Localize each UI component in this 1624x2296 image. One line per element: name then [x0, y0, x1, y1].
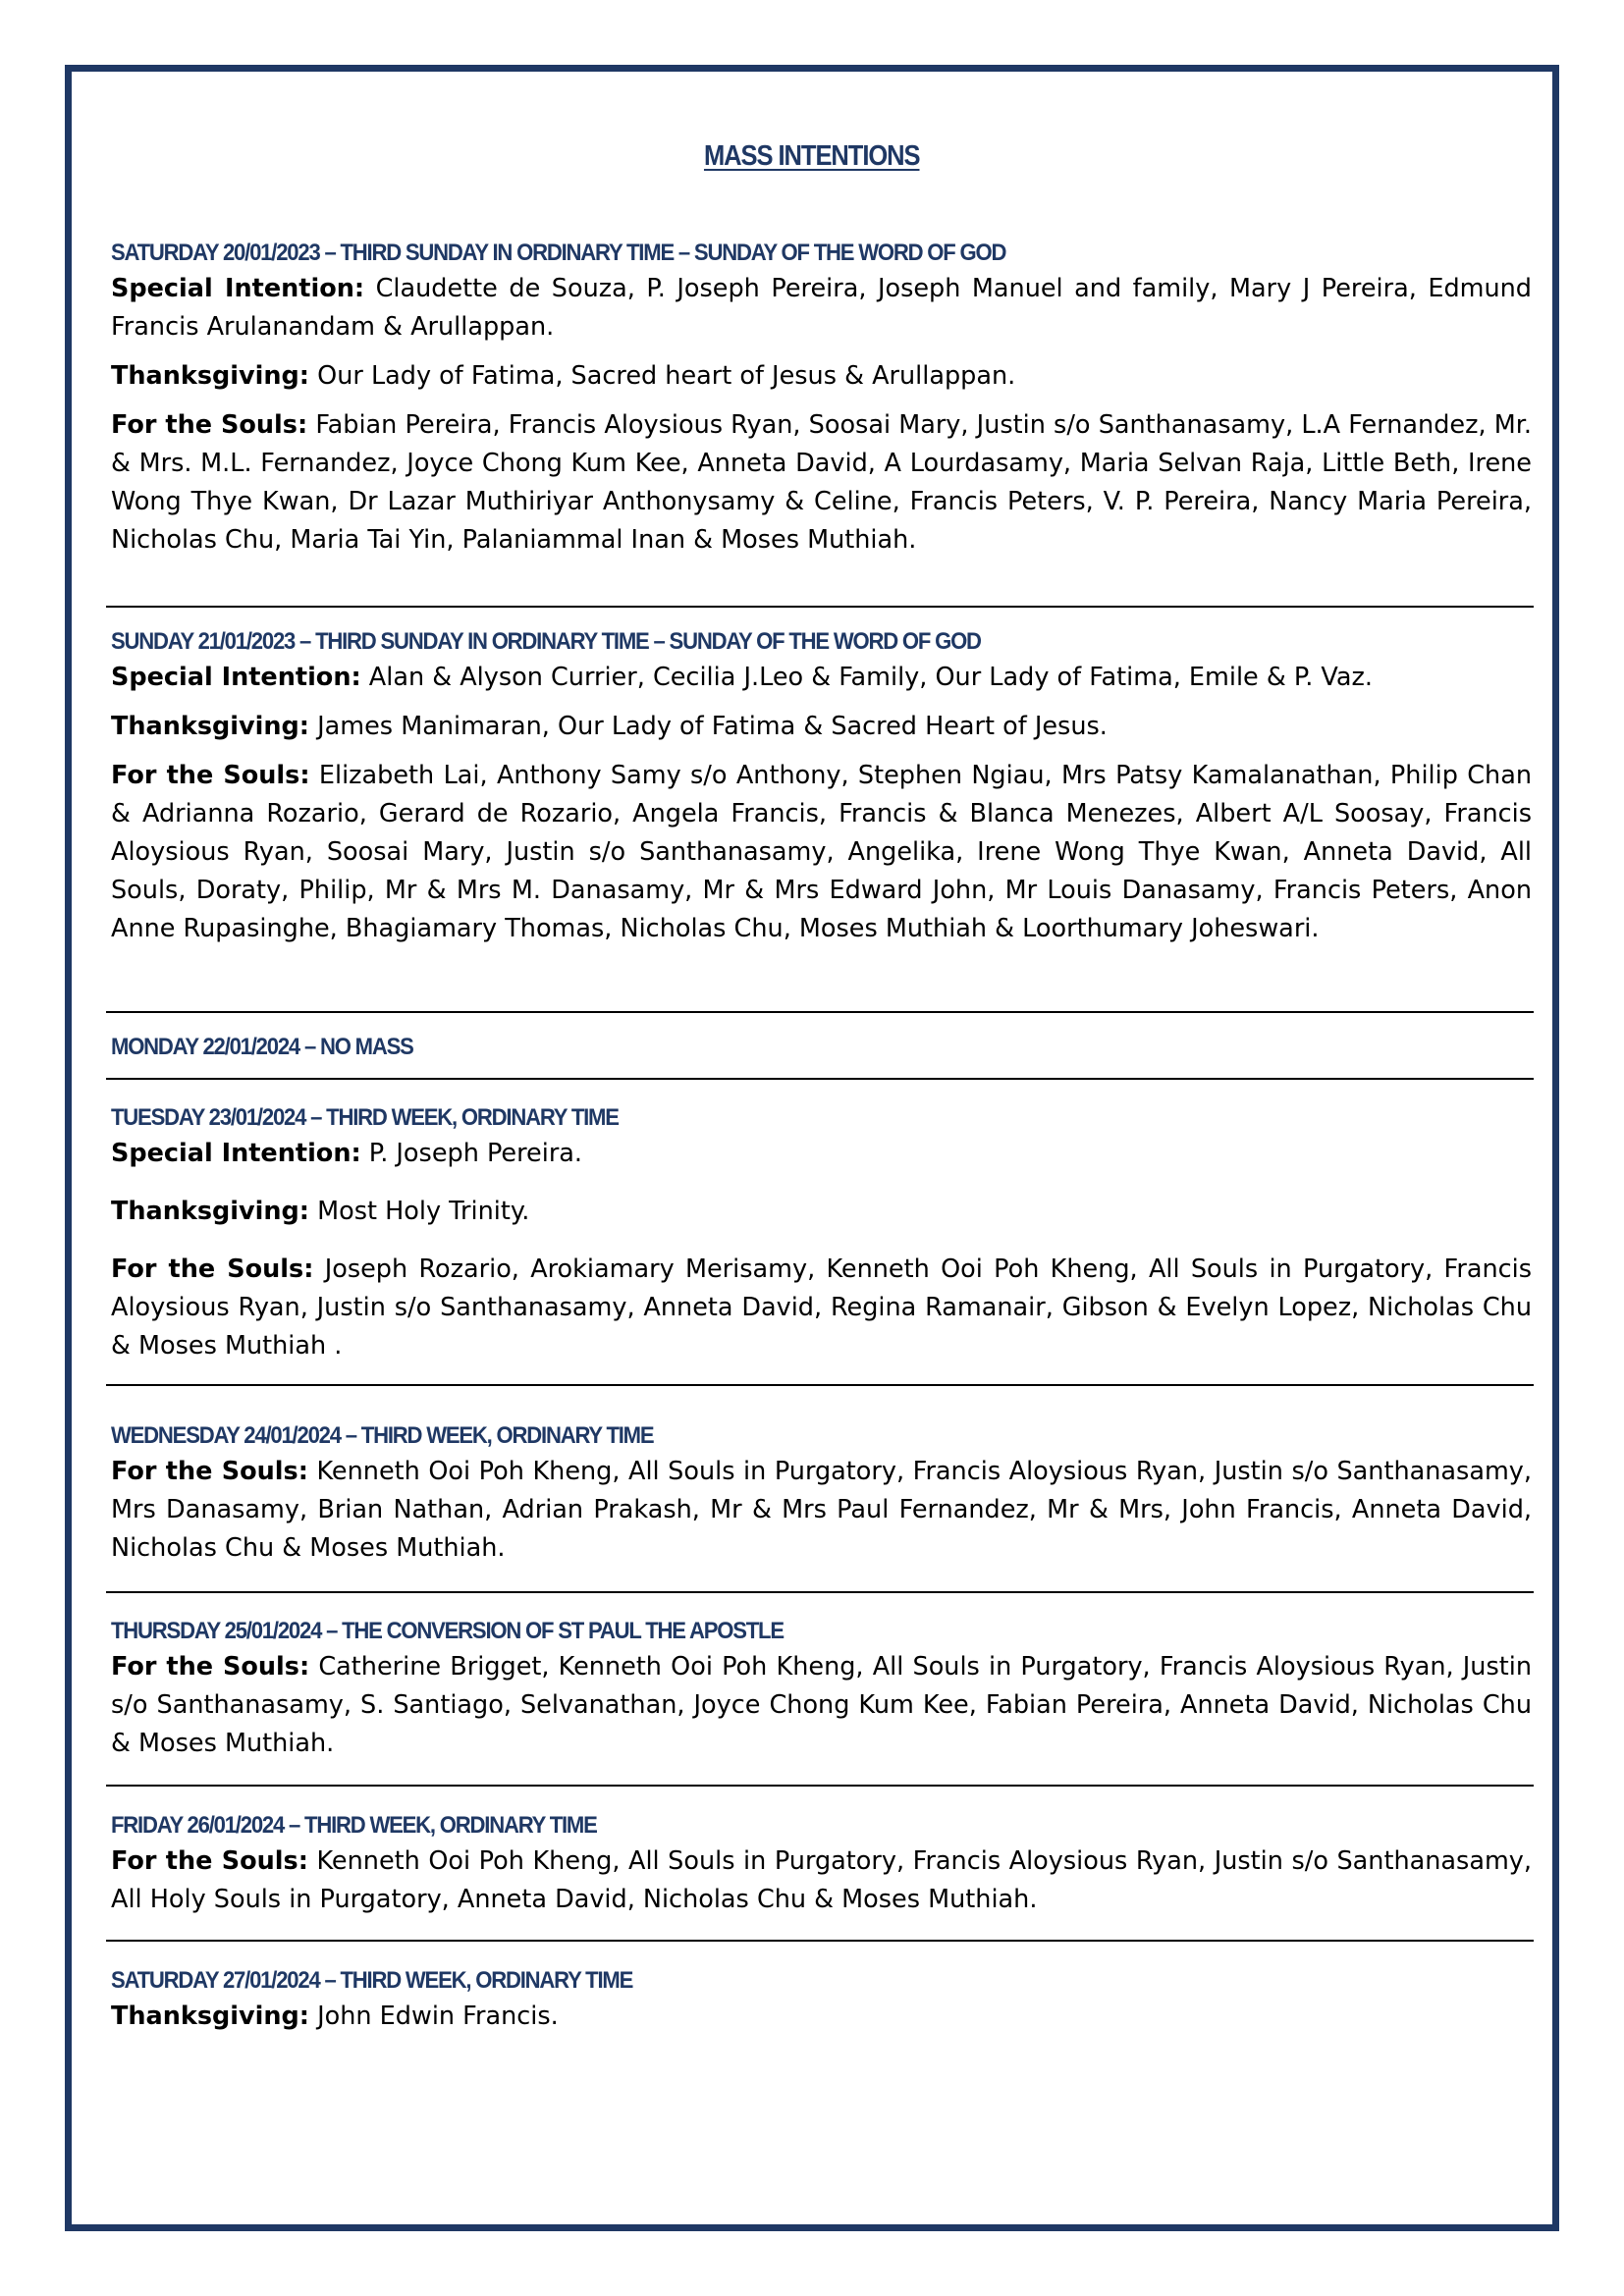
for-the-souls-names: Catherine Brigget, Kenneth Ooi Poh Kheng, All Souls in Purgatory, Francis Aloysious Ryan, Justin s/o Santhanasamy, S. Santiago, Selvanathan, Joyce Chong Kum Kee, Fabian Pereira, Anneta David, Nicholas Chu & Moses Muthiah. — [111, 1652, 1532, 1758]
for-the-souls-names: Elizabeth Lai, Anthony Samy s/o Anthony, Stephen Ngiau, Mrs Patsy Kamalanathan, Philip Chan & Adrianna Rozario, Gerard de Rozario, Angela Francis, Francis & Blanca Menezes, Albert A/L Soosay, Francis Aloysious Ryan, Soosai Mary, Justin s/o Santhanasamy, Angelika, Irene Wong Thye Kwan, Anneta David, All Souls, Doraty, Philip, Mr & Mrs M. Danasamy, Mr & Mrs Edward John, Mr Louis Danasamy, Francis Peters, Anon Anne Rupasinghe, Bhagiamary Thomas, Nicholas Chu, Moses Muthiah & Loorthumary Joheswari. — [111, 761, 1533, 943]
section-divider — [106, 1011, 1534, 1013]
thanksgiving-label: Thanksgiving: — [111, 712, 310, 741]
mass-day-section — [111, 1421, 1532, 1568]
for-the-souls-paragraph — [111, 1453, 1532, 1568]
section-divider — [106, 1591, 1534, 1593]
for-the-souls-paragraph — [111, 406, 1532, 560]
for-the-souls-label: For the Souls: — [111, 761, 310, 790]
for-the-souls-label: For the Souls: — [111, 1457, 308, 1486]
day-heading: WEDNESDAY 24/01/2024 – THIRD WEEK, ORDINARY TIME — [111, 1422, 654, 1449]
day-heading: SATURDAY 27/01/2024 – THIRD WEEK, ORDINARY TIME — [111, 1967, 633, 1994]
mass-day-section — [111, 1617, 1532, 1763]
mass-day-section — [111, 1966, 1532, 2036]
special-intention-label: Special Intention: — [111, 663, 361, 692]
for-the-souls-paragraph — [111, 757, 1532, 948]
mass-day-section — [111, 1103, 1532, 1365]
page-title: MASS INTENTIONS — [704, 140, 920, 172]
section-divider — [106, 1785, 1534, 1787]
thanksgiving-paragraph — [111, 708, 1532, 746]
thanksgiving-label: Thanksgiving: — [111, 361, 310, 391]
thanksgiving-paragraph — [111, 1998, 1532, 2036]
section-divider — [106, 606, 1534, 608]
thanksgiving-label: Thanksgiving: — [111, 2002, 310, 2031]
special-intention-paragraph — [111, 270, 1532, 347]
thanksgiving-paragraph — [111, 1193, 1532, 1231]
for-the-souls-names: Joseph Rozario, Arokiamary Merisamy, Kenneth Ooi Poh Kheng, All Souls in Purgatory, Francis Aloysious Ryan, Justin s/o Santhanasamy, Anneta David, Regina Ramanair, Gibson & Evelyn Lopez, Nicholas Chu & Moses Muthiah . — [111, 1255, 1532, 1361]
thanksgiving-names: James Manimaran, Our Lady of Fatima & Sacred Heart of Jesus. — [317, 712, 1108, 741]
special-intention-names: P. Joseph Pereira. — [368, 1139, 583, 1168]
for-the-souls-label: For the Souls: — [111, 410, 308, 440]
day-heading: SUNDAY 21/01/2023 – THIRD SUNDAY IN ORDINARY TIME – SUNDAY OF THE WORD OF GOD — [111, 628, 981, 655]
special-intention-label: Special Intention: — [111, 1139, 361, 1168]
special-intention-paragraph — [111, 659, 1532, 697]
mass-day-section — [111, 1811, 1532, 1919]
day-heading: SATURDAY 20/01/2023 – THIRD SUNDAY IN ORDINARY TIME – SUNDAY OF THE WORD OF GOD — [111, 240, 1006, 266]
for-the-souls-label: For the Souls: — [111, 1846, 308, 1876]
special-intention-paragraph — [111, 1135, 1532, 1173]
section-divider — [106, 1384, 1534, 1386]
for-the-souls-names: Kenneth Ooi Poh Kheng, All Souls in Purgatory, Francis Aloysious Ryan, Justin s/o Santhanasamy, Mrs Danasamy, Brian Nathan, Adrian Prakash, Mr & Mrs Paul Fernandez, Mr & Mrs, John Francis, Anneta David, Nicholas Chu & Moses Muthiah. — [111, 1457, 1532, 1563]
for-the-souls-paragraph — [111, 1648, 1532, 1763]
for-the-souls-paragraph — [111, 1251, 1532, 1365]
day-heading: MONDAY 22/01/2024 – NO MASS — [111, 1034, 413, 1060]
day-heading: TUESDAY 23/01/2024 – THIRD WEEK, ORDINARY TIME — [111, 1104, 619, 1131]
thanksgiving-label: Thanksgiving: — [111, 1197, 310, 1226]
day-heading: FRIDAY 26/01/2024 – THIRD WEEK, ORDINARY TIME — [111, 1812, 597, 1839]
thanksgiving-names: Our Lady of Fatima, Sacred heart of Jesus & Arullappan. — [317, 361, 1016, 391]
mass-day-section — [111, 627, 1532, 948]
special-intention-names: Alan & Alyson Currier, Cecilia J.Leo & Family, Our Lady of Fatima, Emile & P. Vaz. — [368, 663, 1374, 692]
for-the-souls-label: For the Souls: — [111, 1652, 310, 1682]
thanksgiving-names: Most Holy Trinity. — [317, 1197, 530, 1226]
day-heading: THURSDAY 25/01/2024 – THE CONVERSION OF ST PAUL THE APOSTLE — [111, 1618, 784, 1644]
section-divider — [106, 1940, 1534, 1942]
mass-day-section — [111, 239, 1532, 560]
special-intention-names: Claudette de Souza, P. Joseph Pereira, Joseph Manuel and family, Mary J Pereira, Edmund Francis Arulanandam & Arullappan. — [111, 274, 1532, 342]
for-the-souls-names: Fabian Pereira, Francis Aloysious Ryan, Soosai Mary, Justin s/o Santhanasamy, L.A Fernandez, Mr. & Mrs. M.L. Fernandez, Joyce Chong Kum Kee, Anneta David, A Lourdasamy, Maria Selvan Raja, Little Beth, Irene Wong Thye Kwan, Dr Lazar Muthiriyar Anthonysamy & Celine, Francis Peters, V. P. Pereira, Nancy Maria Pereira, Nicholas Chu, Maria Tai Yin, Palaniammal Inan & Moses Muthiah. — [111, 410, 1532, 555]
for-the-souls-paragraph — [111, 1842, 1532, 1919]
section-divider — [106, 1078, 1534, 1080]
special-intention-label: Special Intention: — [111, 274, 365, 303]
mass-day-section — [111, 1033, 1532, 1062]
thanksgiving-names: John Edwin Francis. — [317, 2002, 559, 2031]
for-the-souls-label: For the Souls: — [111, 1255, 314, 1284]
for-the-souls-names: Kenneth Ooi Poh Kheng, All Souls in Purgatory, Francis Aloysious Ryan, Justin s/o Santhanasamy, All Holy Souls in Purgatory, Anneta David, Nicholas Chu & Moses Muthiah. — [111, 1846, 1532, 1914]
thanksgiving-paragraph — [111, 357, 1532, 396]
